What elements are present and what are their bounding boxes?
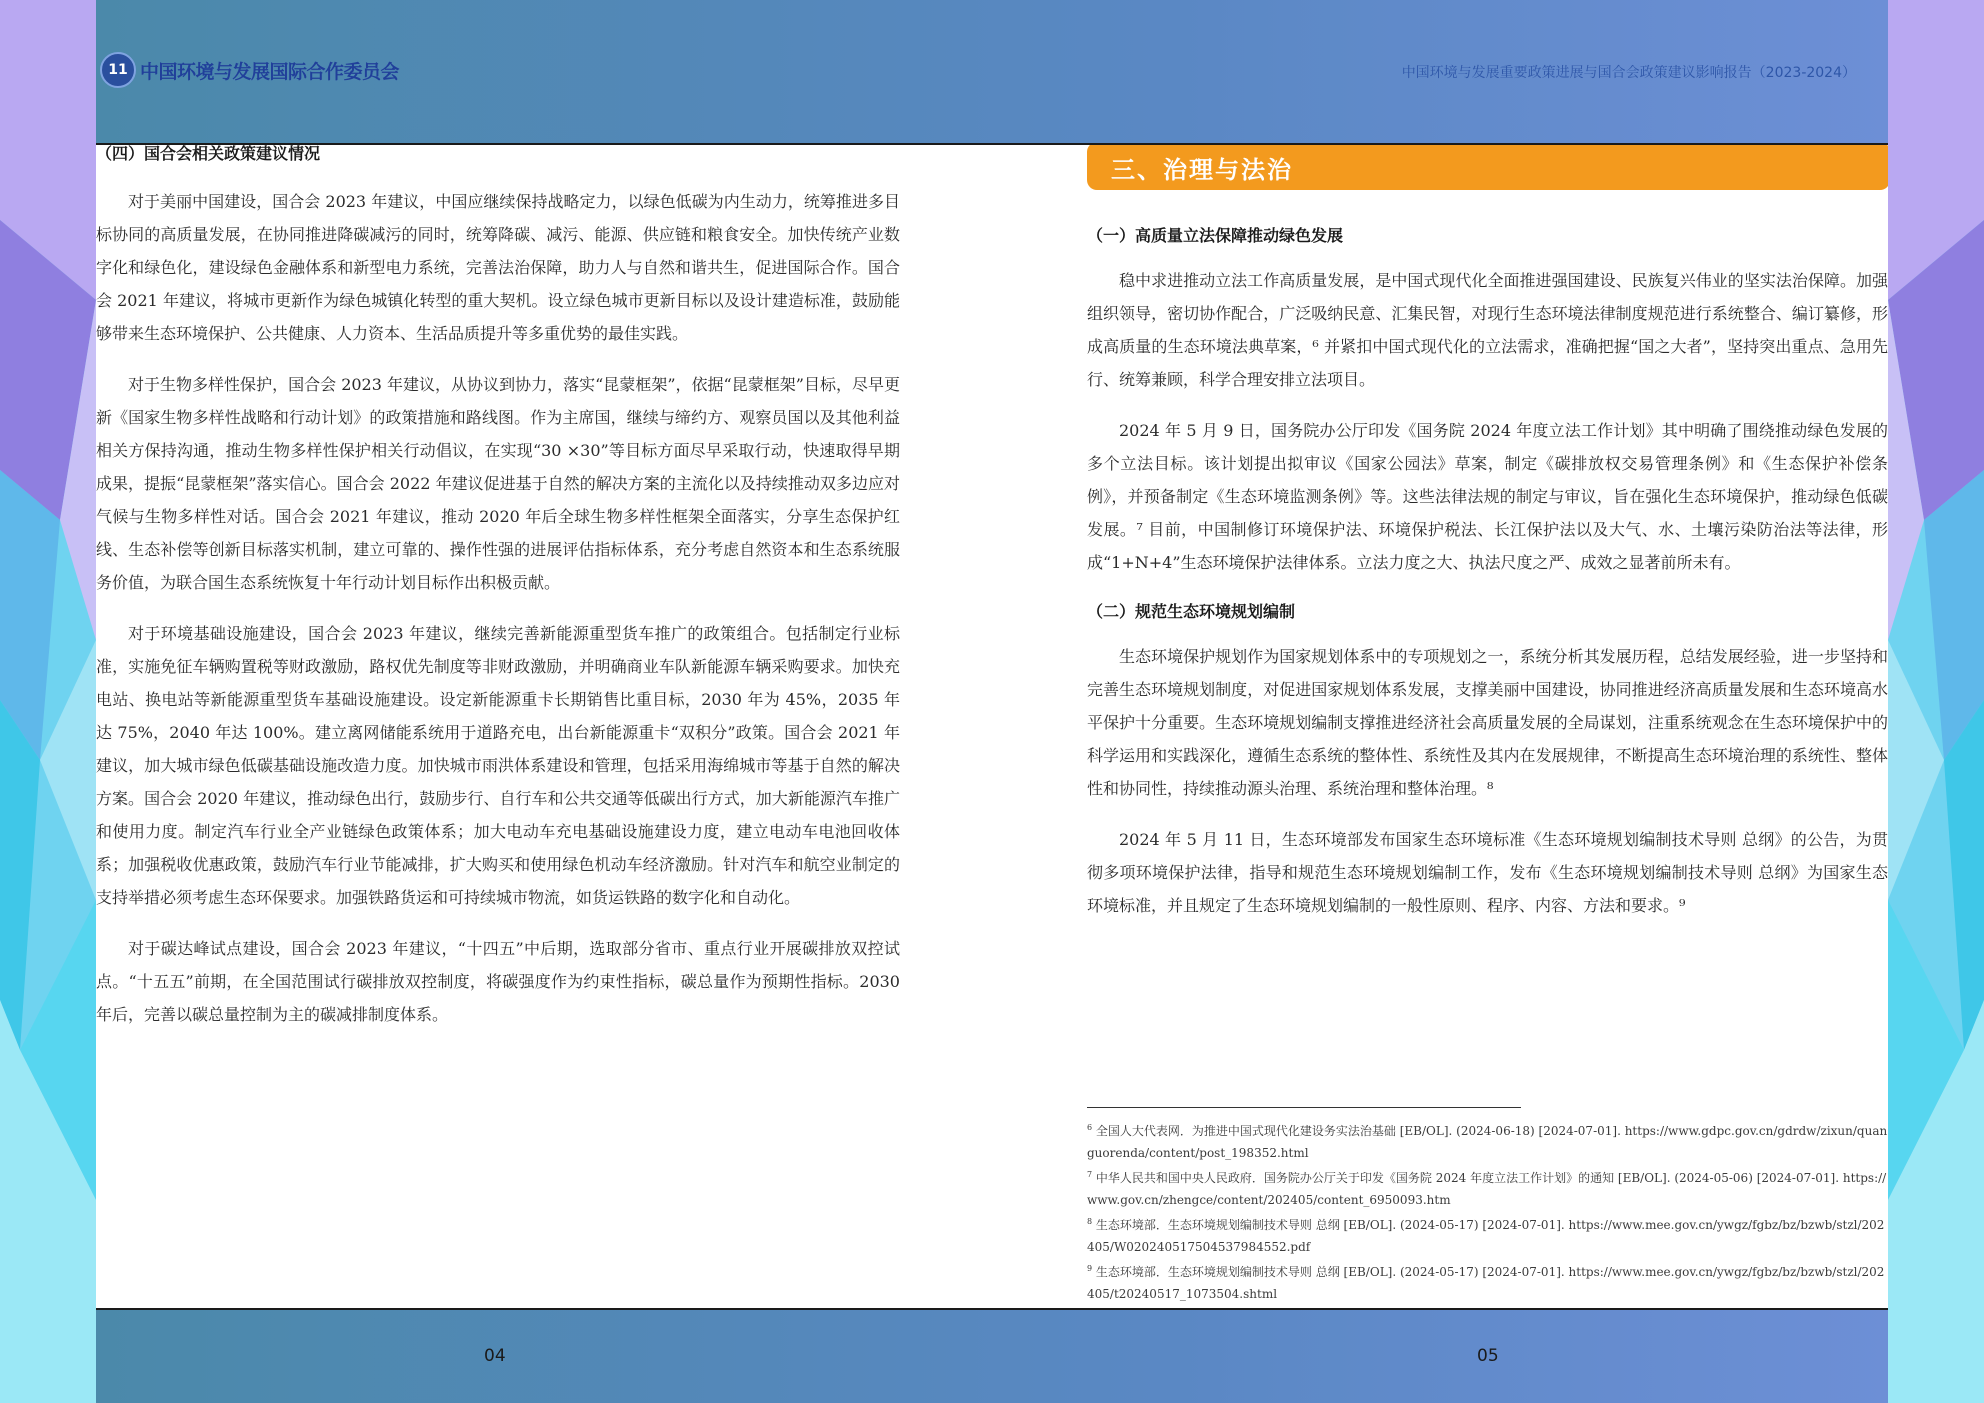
footnote	[1087, 1117, 1888, 1164]
footnote-divider	[1087, 1107, 1521, 1108]
footnote	[1087, 1164, 1888, 1211]
footnote-mark: 7	[1087, 1170, 1093, 1179]
right-decorative-background	[1888, 0, 1984, 1403]
paragraph: 2024 年 5 月 11 日，生态环境部发布国家生态环境标准《生态环境规划编制技术导则 总纲》的公告，为贯彻多项环境保护法律，指导和规范生态环境规划编制工作，发布《生态环境规划编制技术导则 总纲》为国家生态环境标准，并且规定了生态环境规划编制的一般性原则、程序、内容、方法和要求。⁹	[1087, 830, 1888, 915]
paragraph: 生态环境保护规划作为国家规划体系中的专项规划之一，系统分析其发展历程，总结发展经验，进一步坚持和完善生态环境规划制度，对促进国家规划体系发展，支撑美丽中国建设，协同推进经济高质量发展和生态环境高水平保护十分重要。生态环境规划编制支撑推进经济社会高质量发展的全局谋划，注重系统观念在生态环境保护中的科学运用和实践深化，遵循生态系统的整体性、系统性及其内在发展规律，不断提高生态环境治理的系统性、整体性和协同性，持续推动源头治理、系统治理和整体治理。⁸	[1087, 647, 1888, 798]
footnote	[1087, 1211, 1888, 1258]
document-spread	[96, 143, 1888, 1308]
footnote-mark: 8	[1087, 1217, 1093, 1226]
footnote-text: 生态环境部．生态环境规划编制技术导则 总纲 [EB/OL]. (2024-05-17) [2024-07-01]. https://www.mee.gov.cn/ywgz/fgbz/bz/bzwb/stzl/202405/t20240517_1073504.shtml	[1087, 1265, 1885, 1301]
paragraph: 2024 年 5 月 9 日，国务院办公厅印发《国务院 2024 年度立法工作计划》其中明确了围绕推动绿色发展的多个立法目标。该计划提出拟审议《国家公园法》草案，制定《碳排放权交易管理条例》和《生态保护补偿条例》，并预备制定《生态环境监测条例》等。这些法律法规的制定与审议，旨在强化生态环境保护，推动绿色低碳发展。⁷ 目前，中国制修订环境保护法、环境保护税法、长江保护法以及大气、水、土壤污染防治法等法律，形成“1+N+4”生态环境保护法律体系。立法力度之大、执法尺度之严、成效之显著前所未有。	[1087, 421, 1888, 572]
footnote-mark: 6	[1087, 1123, 1093, 1132]
paragraph: 对于碳达峰试点建设，国合会 2023 年建议，“十四五”中后期，选取部分省市、重点行业开展碳排放双控试点。“十五五”前期，在全国范围试行碳排放双控制度，将碳强度作为约束性指标，碳总量作为预期性指标。2030 年后，完善以碳总量控制为主的碳减排制度体系。	[96, 939, 900, 1024]
footnote-mark: 9	[1087, 1264, 1093, 1273]
left-decorative-background	[0, 0, 96, 1403]
page-number-right: 05	[1477, 1346, 1499, 1366]
footnote-text: 生态环境部．生态环境规划编制技术导则 总纲 [EB/OL]. (2024-05-17) [2024-07-01]. https://www.mee.gov.cn/ywgz/fgbz/bz/bzwb/stzl/202405/W020240517504537984552.pdf	[1087, 1218, 1885, 1254]
org-name: 中国环境与发展国际合作委员会	[140, 60, 400, 83]
footnote	[1087, 1258, 1888, 1305]
paragraph: 对于生物多样性保护，国合会 2023 年建议，从协议到协力，落实“昆蒙框架”，依据“昆蒙框架”目标，尽早更新《国家生物多样性战略和行动计划》的政策措施和路线图。作为主席国，继续与缔约方、观察员国以及其他利益相关方保持沟通，推动生物多样性保护相关行动倡议，在实现“30 ×30”等目标方面尽早采取行动，快速取得早期成果，提振“昆蒙框架”落实信心。国合会 2022 年建议促进基于自然的解决方案的主流化以及持续推动双多边应对气候与生物多样性对话。国合会 2021 年建议，推动 2020 年后全球生物多样性框架全面落实，分享生态保护红线、生态补偿等创新目标落实机制，建立可靠的、操作性强的进展评估指标体系，充分考虑自然资本和生态系统服务价值，为联合国生态系统恢复十年行动计划目标作出积极贡献。	[96, 375, 900, 592]
section-heading: （二）规范生态环境规划编制	[1087, 602, 1296, 621]
footnotes	[1087, 1117, 1888, 1305]
org-logo-icon: 11	[100, 52, 136, 88]
right-page-body	[1087, 223, 1888, 922]
page-header	[96, 0, 1888, 143]
left-page-body	[96, 145, 900, 1031]
section-heading: （四）国合会相关政策建议情况	[96, 144, 321, 163]
page-number-left: 04	[484, 1346, 506, 1366]
paragraph: 稳中求进推动立法工作高质量发展，是中国式现代化全面推进强国建设、民族复兴伟业的坚实法治保障。加强组织领导，密切协作配合，广泛吸纳民意、汇集民智，对现行生态环境法律制度规范进行系统整合、编订纂修，形成高质量的生态环境法典草案，⁶ 并紧扣中国式现代化的立法需求，准确把握“国之大者”，坚持突出重点、急用先行、统筹兼顾，科学合理安排立法项目。	[1087, 271, 1888, 389]
paragraph: 对于环境基础设施建设，国合会 2023 年建议，继续完善新能源重型货车推广的政策组合。包括制定行业标准，实施免征车辆购置税等财政激励，路权优先制度等非财政激励，并明确商业车队新能源车辆采购要求。加快充电站、换电站等新能源重型货车基础设施建设。设定新能源重卡长期销售比重目标，2030 年为 45%，2035 年达 75%，2040 年达 100%。建立离网储能系统用于道路充电，出台新能源重卡“双积分”政策。国合会 2021 年建议，加大城市绿色低碳基础设施改造力度。加快城市雨洪体系建设和管理，包括采用海绵城市等基于自然的解决方案。国合会 2020 年建议，推动绿色出行，鼓励步行、自行车和公共交通等低碳出行方式，加大新能源汽车推广和使用力度。制定汽车行业全产业链绿色政策体系；加大电动车充电基础设施建设力度，建立电动车电池回收体系；加强税收优惠政策，鼓励汽车行业节能减排，扩大购买和使用绿色机动车经济激励。针对汽车和航空业制定的支持举措必须考虑生态环保要求。加强铁路货运和可持续城市物流，如货运铁路的数字化和自动化。	[96, 624, 900, 907]
org-logo	[100, 52, 399, 88]
page-footer	[96, 1308, 1888, 1403]
footnote-text: 全国人大代表网．为推进中国式现代化建设务实法治基础 [EB/OL]. (2024-06-18) [2024-07-01]. https://www.gdpc.gov.cn/gdrdw/zixun/quanguorenda/content/post_198352.html	[1087, 1124, 1888, 1160]
footnote-text: 中华人民共和国中央人民政府．国务院办公厅关于印发《国务院 2024 年度立法工作计划》的通知 [EB/OL]. (2024-05-06) [2024-07-01]. https://www.gov.cn/zhengce/content/202405/content_6950093.htm	[1087, 1171, 1887, 1207]
report-title: 中国环境与发展重要政策进展与国合会政策建议影响报告（2023-2024）	[1401, 65, 1856, 81]
paragraph: 对于美丽中国建设，国合会 2023 年建议，中国应继续保持战略定力，以绿色低碳为内生动力，统筹推进多目标协同的高质量发展，在协同推进降碳减污的同时，统筹降碳、减污、能源、供应链和粮食安全。加快传统产业数字化和绿色化，建设绿色金融体系和新型电力系统，完善法治保障，助力人与自然和谐共生，促进国际合作。国合会 2021 年建议，将城市更新作为绿色城镇化转型的重大契机。设立绿色城市更新目标以及设计建造标准，鼓励能够带来生态环境保护、公共健康、人力资本、生活品质提升等多重优势的最佳实践。	[96, 192, 900, 343]
section-heading: （一）高质量立法保障推动绿色发展	[1087, 226, 1344, 245]
chapter-title: 三、治理与法治	[1087, 143, 1888, 190]
